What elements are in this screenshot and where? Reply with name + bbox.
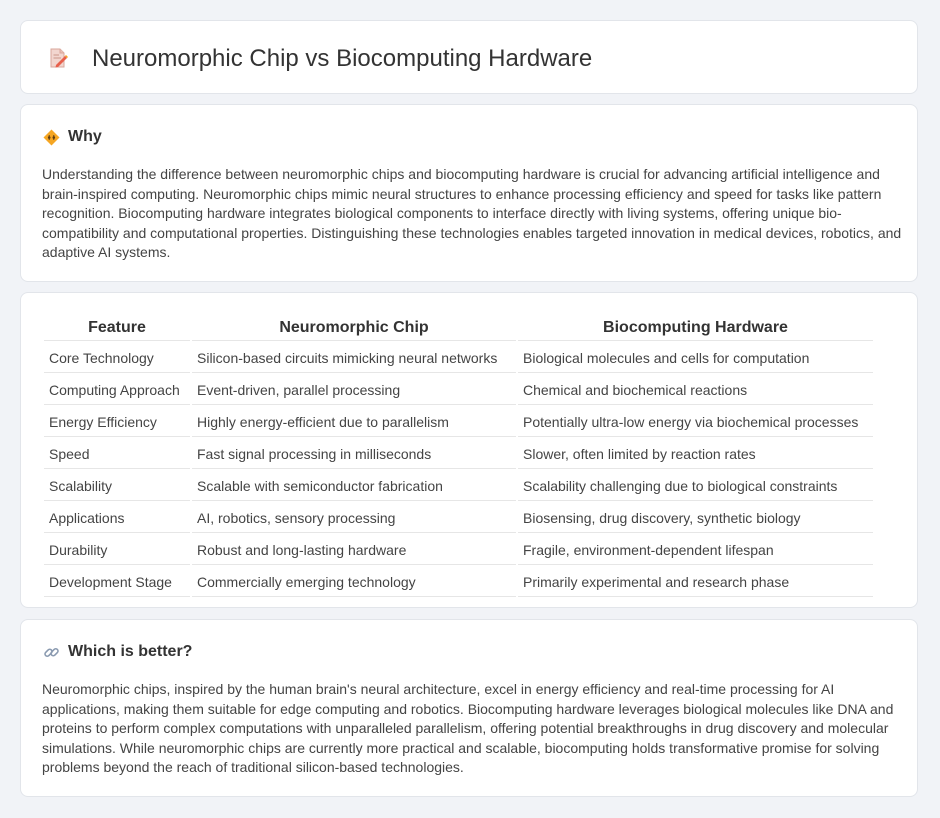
biocomputing-cell: Chemical and biochemical reactions (518, 375, 873, 405)
neuromorphic-cell: Scalable with semiconductor fabrication (192, 471, 516, 501)
feature-cell: Scalability (44, 471, 190, 501)
neuromorphic-cell: Silicon-based circuits mimicking neural networks (192, 343, 516, 373)
neuromorphic-cell: Robust and long-lasting hardware (192, 535, 516, 565)
biocomputing-cell: Fragile, environment-dependent lifespan (518, 535, 873, 565)
biocomputing-cell: Biological molecules and cells for computation (518, 343, 873, 373)
column-header-biocomputing: Biocomputing Hardware (518, 317, 873, 341)
why-section (20, 104, 918, 282)
feature-cell: Speed (44, 439, 190, 469)
table-row (44, 343, 873, 373)
table-row (44, 439, 873, 469)
neuromorphic-cell: Commercially emerging technology (192, 567, 516, 597)
table-row (44, 375, 873, 405)
why-heading-row (43, 127, 102, 147)
title-card (20, 20, 918, 94)
neuromorphic-cell: AI, robotics, sensory processing (192, 503, 516, 533)
neuromorphic-cell: Event-driven, parallel processing (192, 375, 516, 405)
table-row (44, 503, 873, 533)
neuromorphic-cell: Fast signal processing in milliseconds (192, 439, 516, 469)
comparison-section (20, 292, 918, 608)
why-heading: Why (68, 128, 102, 145)
page-title: Neuromorphic Chip vs Biocomputing Hardware (92, 45, 593, 72)
feature-cell: Applications (44, 503, 190, 533)
better-heading: Which is better? (68, 643, 193, 660)
biocomputing-cell: Biosensing, drug discovery, synthetic biology (518, 503, 873, 533)
better-heading-row (43, 642, 192, 662)
neuromorphic-cell: Highly energy-efficient due to parallelism (192, 407, 516, 437)
table-row (44, 535, 873, 565)
comparison-table (42, 315, 875, 599)
which-is-better-section (20, 619, 918, 797)
biocomputing-cell: Slower, often limited by reaction rates (518, 439, 873, 469)
better-text: Neuromorphic chips, inspired by the human brain's neural architecture, excel in energy efficiency and real-time processing for AI applications, making them suitable for edge computing and robotics. Biocomputing hardware leverages biological molecules like DNA and proteins to perform complex computations with unparalleled parallelism, offering potential breakthroughs in drug discovery and molecular simulations. While neuromorphic chips are currently more practical and scalable, biocomputing holds transformative promise for solving problems beyond the reach of traditional silicon-based technologies. (42, 681, 894, 776)
biocomputing-cell: Primarily experimental and research phase (518, 567, 873, 597)
table-header-row (44, 317, 873, 341)
why-text: Understanding the difference between neuromorphic chips and biocomputing hardware is crucial for advancing artificial intelligence and brain-inspired computing. Neuromorphic chips mimic neural structures to enhance processing efficiency and speed for tasks like pattern recognition. Biocomputing hardware integrates biological components to interface directly with living systems, offering unique bio-compatibility and computational properties. Distinguishing these technologies enables targeted innovation in medical devices, robotics, and adaptive AI systems. (42, 166, 902, 261)
document-pencil-icon (47, 47, 69, 69)
table-row (44, 567, 873, 597)
biocomputing-cell: Scalability challenging due to biological constraints (518, 471, 873, 501)
column-header-feature: Feature (44, 317, 190, 341)
feature-cell: Core Technology (44, 343, 190, 373)
feature-cell: Energy Efficiency (44, 407, 190, 437)
link-icon (43, 644, 60, 661)
table-row (44, 407, 873, 437)
feature-cell: Development Stage (44, 567, 190, 597)
feature-cell: Durability (44, 535, 190, 565)
table-row (44, 471, 873, 501)
column-header-neuromorphic: Neuromorphic Chip (192, 317, 516, 341)
diamond-icon (43, 129, 60, 146)
biocomputing-cell: Potentially ultra-low energy via biochemical processes (518, 407, 873, 437)
feature-cell: Computing Approach (44, 375, 190, 405)
